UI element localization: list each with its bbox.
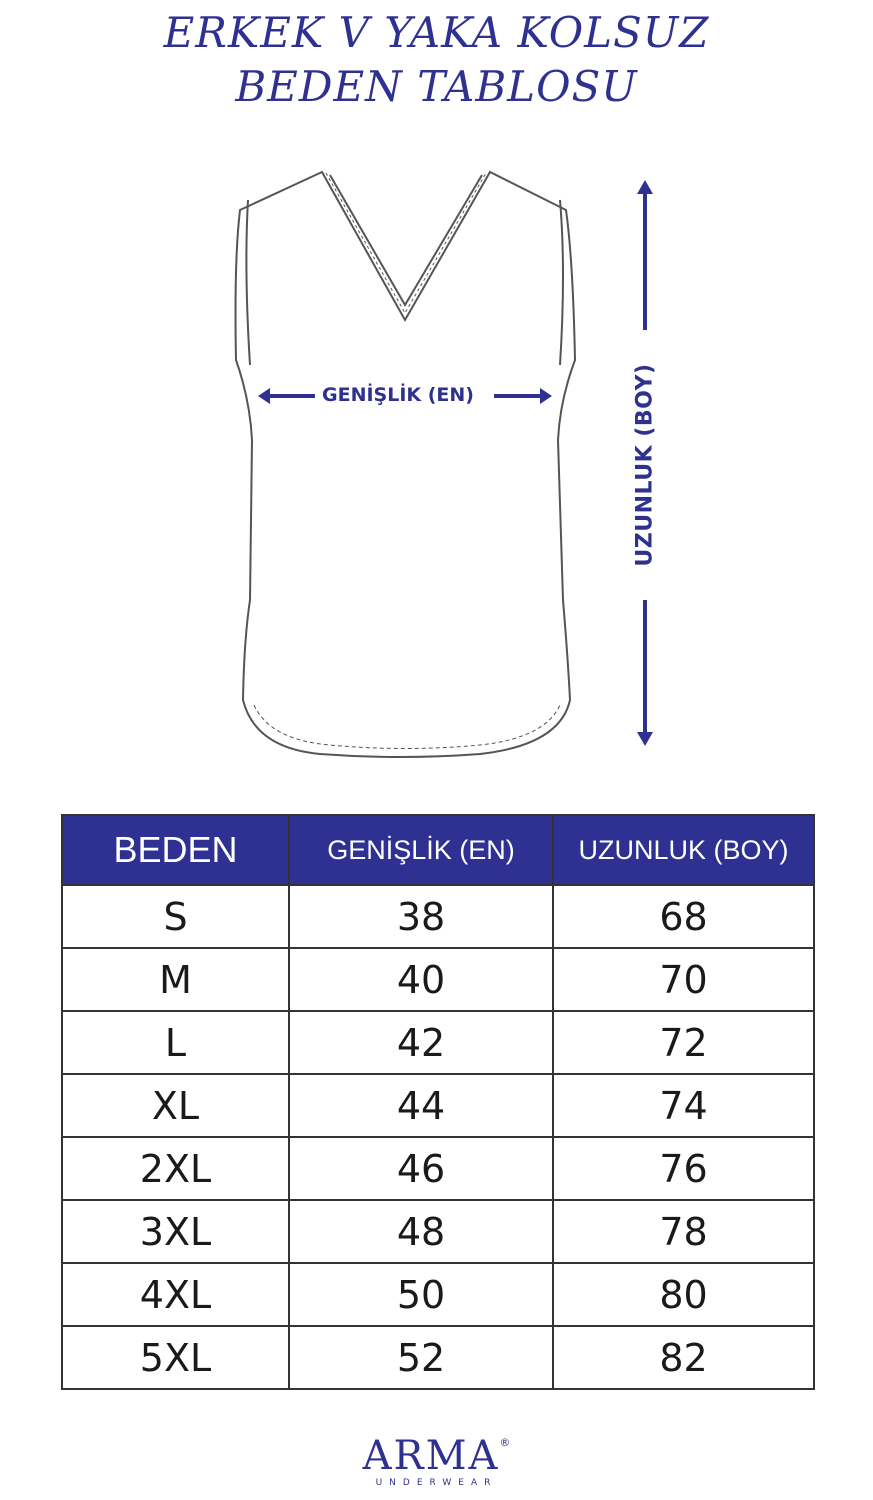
size-table <box>61 814 815 1390</box>
brand-logo <box>0 1433 873 1488</box>
width-label: GENİŞLİK (EN) <box>322 384 474 406</box>
width-cell: 50 <box>289 1263 553 1326</box>
size-cell: L <box>62 1011 289 1074</box>
header-size: BEDEN <box>62 815 289 885</box>
size-cell: 2XL <box>62 1137 289 1200</box>
size-cell: S <box>62 885 289 948</box>
size-cell: 4XL <box>62 1263 289 1326</box>
length-cell: 70 <box>553 948 814 1011</box>
garment-outline <box>236 172 576 757</box>
length-cell: 78 <box>553 1200 814 1263</box>
logo-registered-mark: ® <box>499 1436 511 1449</box>
logo-brand: ARMA <box>362 1433 500 1479</box>
table-row <box>62 1326 814 1389</box>
width-cell: 42 <box>289 1011 553 1074</box>
width-cell: 38 <box>289 885 553 948</box>
table-row <box>62 1074 814 1137</box>
length-cell: 76 <box>553 1137 814 1200</box>
length-cell: 72 <box>553 1011 814 1074</box>
length-cell: 68 <box>553 885 814 948</box>
sleeveless-vneck-illustration <box>0 160 873 760</box>
width-cell: 46 <box>289 1137 553 1200</box>
table-row <box>62 1263 814 1326</box>
table-row <box>62 885 814 948</box>
length-cell: 74 <box>553 1074 814 1137</box>
length-cell: 80 <box>553 1263 814 1326</box>
size-cell: 5XL <box>62 1326 289 1389</box>
width-cell: 48 <box>289 1200 553 1263</box>
table-header-row <box>62 815 814 885</box>
title-line-1: ERKEK V YAKA KOLSUZ <box>163 8 710 57</box>
table-row <box>62 1200 814 1263</box>
table-row <box>62 948 814 1011</box>
table-row <box>62 1137 814 1200</box>
width-cell: 40 <box>289 948 553 1011</box>
title-line-2: BEDEN TABLOSU <box>235 62 638 111</box>
length-cell: 82 <box>553 1326 814 1389</box>
header-width: GENİŞLİK (EN) <box>289 815 553 885</box>
size-cell: M <box>62 948 289 1011</box>
length-label: UZUNLUK (BOY) <box>632 363 658 567</box>
size-cell: XL <box>62 1074 289 1137</box>
width-cell: 52 <box>289 1326 553 1389</box>
size-cell: 3XL <box>62 1200 289 1263</box>
logo-subtitle: UNDERWEAR <box>375 1478 498 1488</box>
width-cell: 44 <box>289 1074 553 1137</box>
table-row <box>62 1011 814 1074</box>
header-length: UZUNLUK (BOY) <box>553 815 814 885</box>
